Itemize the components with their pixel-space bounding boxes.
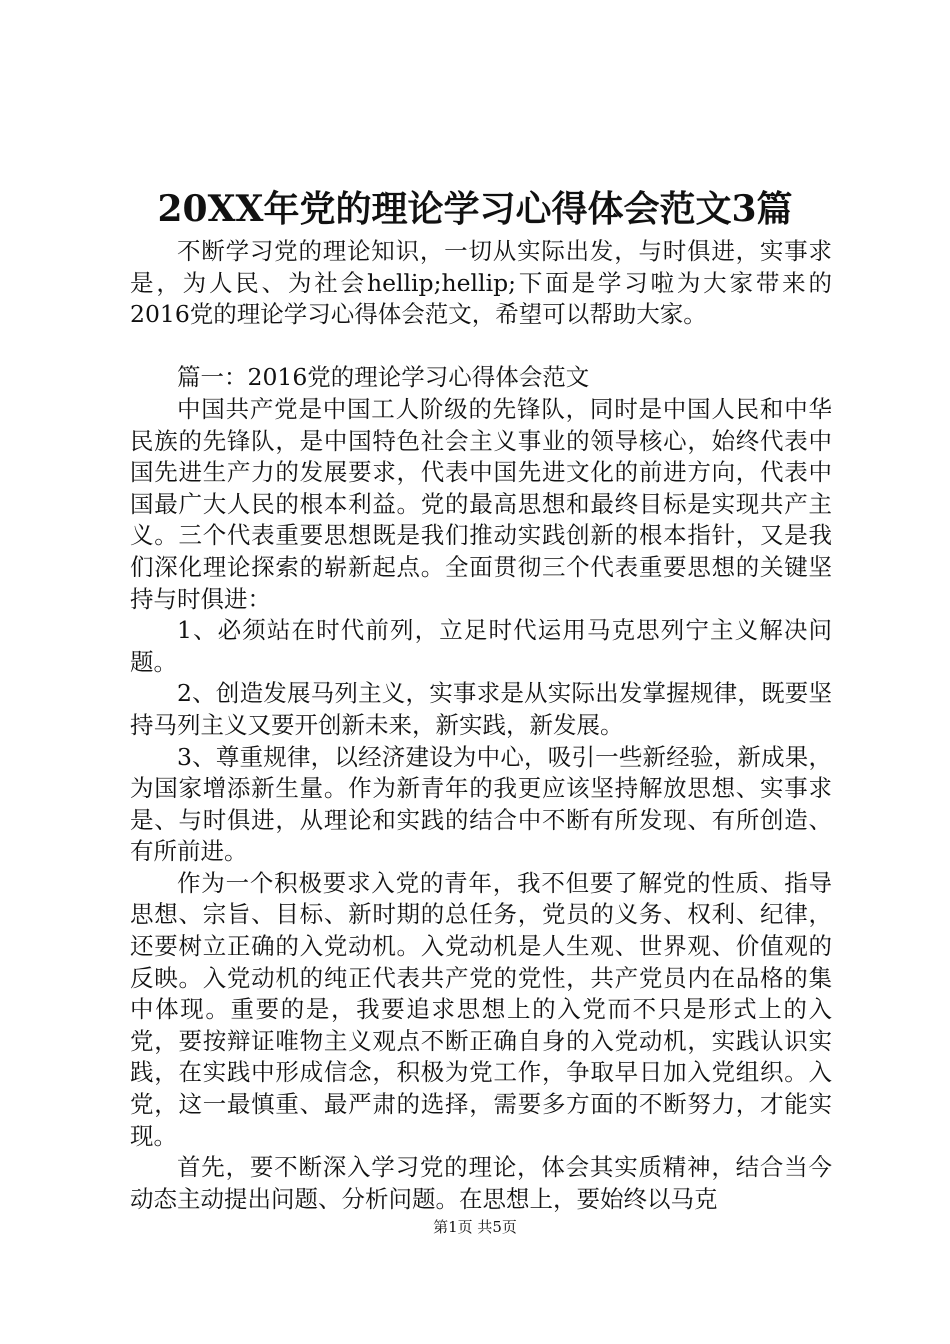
body-paragraph-3: 首先，要不断深入学习党的理论，体会其实质精神，结合当今动态主动提出问题、分析问题。在思想上，要始终以马克 [130, 1153, 832, 1213]
list-item-3: 3、尊重规律，以经济建设为中心，吸引一些新经验，新成果，为国家增添新生量。作为新青年的我更应该坚持解放思想、实事求是、与时俱进，从理论和实践的结合中不断有所发现、有所创造、有所前进。 [130, 742, 832, 866]
list-item-2: 2、创造发展马列主义，实事求是从实际出发掌握规律，既要坚持马列主义又要开创新未来，新实践，新发展。 [130, 679, 832, 739]
intro-paragraph: 不断学习党的理论知识，一切从实际出发，与时俱进，实事求是，为人民、为社会hellip;hellip;下面是学习啦为大家带来的2016党的理论学习心得体会范文，希望可以帮助大家。 [130, 237, 832, 329]
blank-line [130, 331, 832, 363]
body-paragraph-2: 作为一个积极要求入党的青年，我不但要了解党的性质、指导思想、宗旨、目标、新时期的总任务，党员的义务、权利、纪律，还要树立正确的入党动机。入党动机是人生观、世界观、价值观的反映。入党动机的纯正代表共产党的党性，共产党员内在品格的集中体现。重要的是，我要追求思想上的入党而不只是形式上的入党，要按辩证唯物主义观点不断正确自身的入党动机，实践认识实践，在实践中形成信念，积极为党工作，争取早日加入党组织。入党，这一最慎重、最严肃的选择，需要多方面的不断努力，才能实现。 [130, 868, 832, 1150]
list-item-1: 1、必须站在时代前列，立足时代运用马克思列宁主义解决问题。 [130, 616, 832, 676]
document-title: 20XX年党的理论学习心得体会范文3篇 [157, 188, 793, 230]
section-heading: 篇一：2016党的理论学习心得体会范文 [177, 363, 590, 392]
document-body [130, 236, 832, 1215]
body-paragraph-1: 中国共产党是中国工人阶级的先锋队，同时是中国人民和中华民族的先锋队，是中国特色社会主义事业的领导核心，始终代表中国先进生产力的发展要求，代表中国先进文化的前进方向，代表中国最广大人民的根本利益。党的最高思想和最终目标是实现共产主义。三个代表重要思想既是我们推动实践创新的根本指针，又是我们深化理论探索的崭新起点。全面贯彻三个代表重要思想的关键坚持与时俱进： [130, 394, 832, 613]
page-footer: 第1页 共5页 [433, 1218, 517, 1236]
